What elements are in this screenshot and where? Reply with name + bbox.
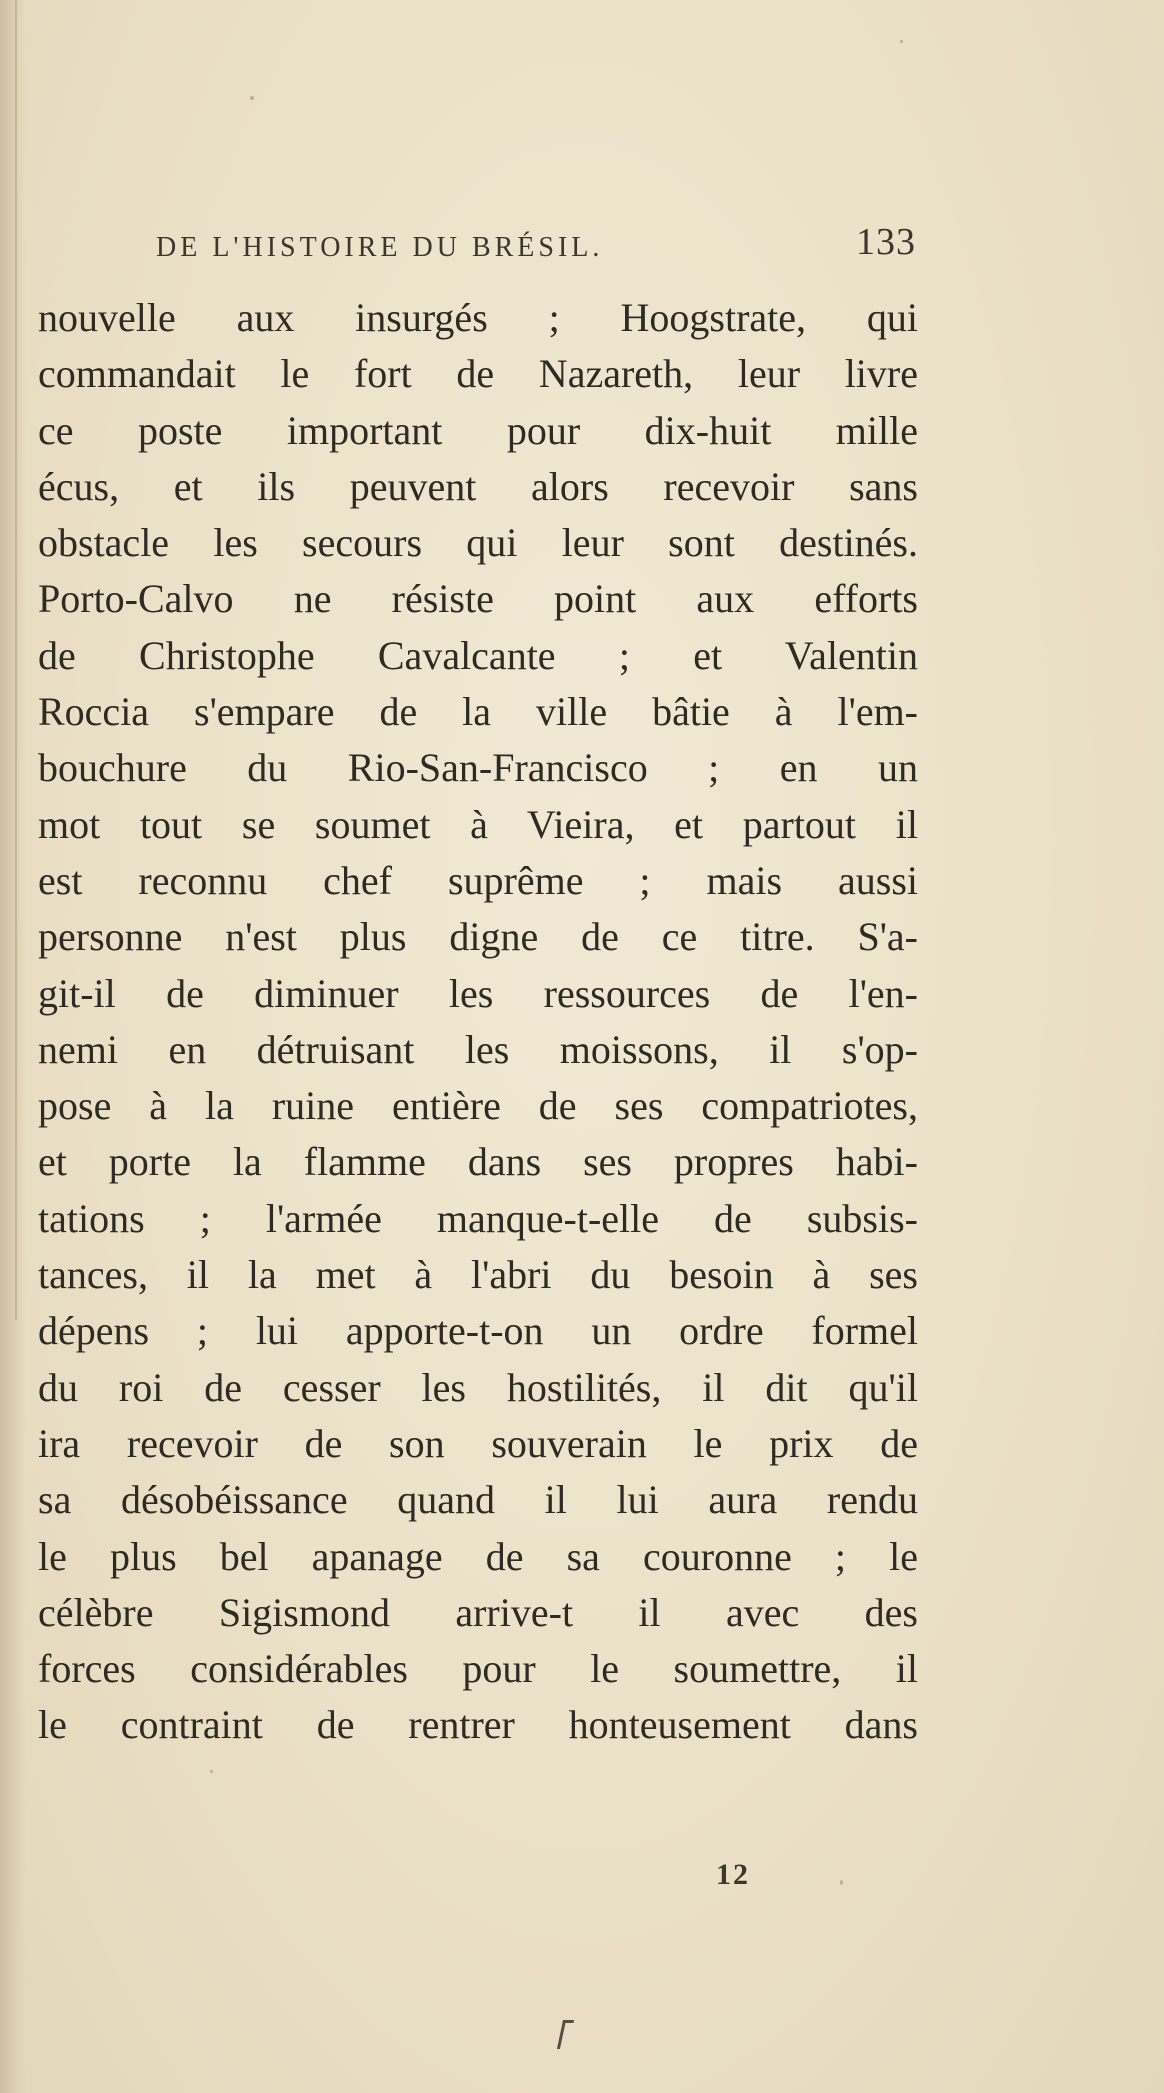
page-gutter-shadow	[0, 0, 26, 2093]
text-line: nemi en détruisant les moissons, il s'op-	[38, 1026, 918, 1072]
text-line: personne n'est plus digne de ce titre. S'a-	[38, 914, 918, 960]
text-line: le contraint de rentrer honteusement dans	[38, 1702, 918, 1748]
page-number: 133	[856, 221, 916, 263]
text-line: pose à la ruine entière de ses compatriotes,	[38, 1083, 918, 1129]
text-line: le plus bel apanage de sa couronne ; le	[38, 1533, 918, 1579]
text-line: de Christophe Cavalcante ; et Valentin	[38, 632, 918, 678]
text-line: bouchure du Rio-San-Francisco ; en un	[38, 745, 918, 791]
text-line: dépens ; lui apporte-t-on un ordre formel	[38, 1308, 918, 1354]
page-gutter-line	[15, 0, 17, 1320]
text-line: est reconnu chef suprême ; mais aussi	[38, 857, 918, 903]
text-line: du roi de cesser les hostilités, il dit qu'il	[38, 1364, 918, 1410]
text-line: Roccia s'empare de la ville bâtie à l'em-	[38, 689, 918, 735]
text-line: et porte la flamme dans ses propres habi-	[38, 1139, 918, 1185]
stray-ink-mark	[557, 2020, 574, 2049]
text-line: obstacle les secours qui leur sont destinés.	[38, 520, 918, 566]
text-line: écus, et ils peuvent alors recevoir sans	[38, 463, 918, 509]
signature-mark: 12	[716, 1858, 750, 1891]
text-line: tations ; l'armée manque-t-elle de subsis-	[38, 1195, 918, 1241]
text-line: célèbre Sigismond arrive-t il avec des	[38, 1589, 918, 1635]
running-head-title: DE L'HISTOIRE DU BRÉSIL.	[156, 232, 604, 263]
running-head	[156, 221, 916, 268]
text-line: tances, il la met à l'abri du besoin à ses	[38, 1252, 918, 1298]
text-line: ira recevoir de son souverain le prix de	[38, 1420, 918, 1466]
paper-speck	[900, 40, 903, 43]
text-line: commandait le fort de Nazareth, leur livre	[38, 351, 918, 397]
text-line: sa désobéissance quand il lui aura rendu	[38, 1477, 918, 1523]
text-line: nouvelle aux insurgés ; Hoogstrate, qui	[38, 295, 918, 340]
paper-speck	[840, 1880, 843, 1885]
text-line: Porto-Calvo ne résiste point aux efforts	[38, 576, 918, 622]
body-text	[38, 290, 918, 1754]
text-line: git-il de diminuer les ressources de l'en-	[38, 970, 918, 1016]
paper-speck	[250, 96, 254, 100]
paper-speck	[210, 1770, 213, 1773]
text-line: mot tout se soumet à Vieira, et partout il	[38, 801, 918, 847]
text-line: ce poste important pour dix-huit mille	[38, 407, 918, 453]
text-line: forces considérables pour le soumettre, il	[38, 1646, 918, 1692]
